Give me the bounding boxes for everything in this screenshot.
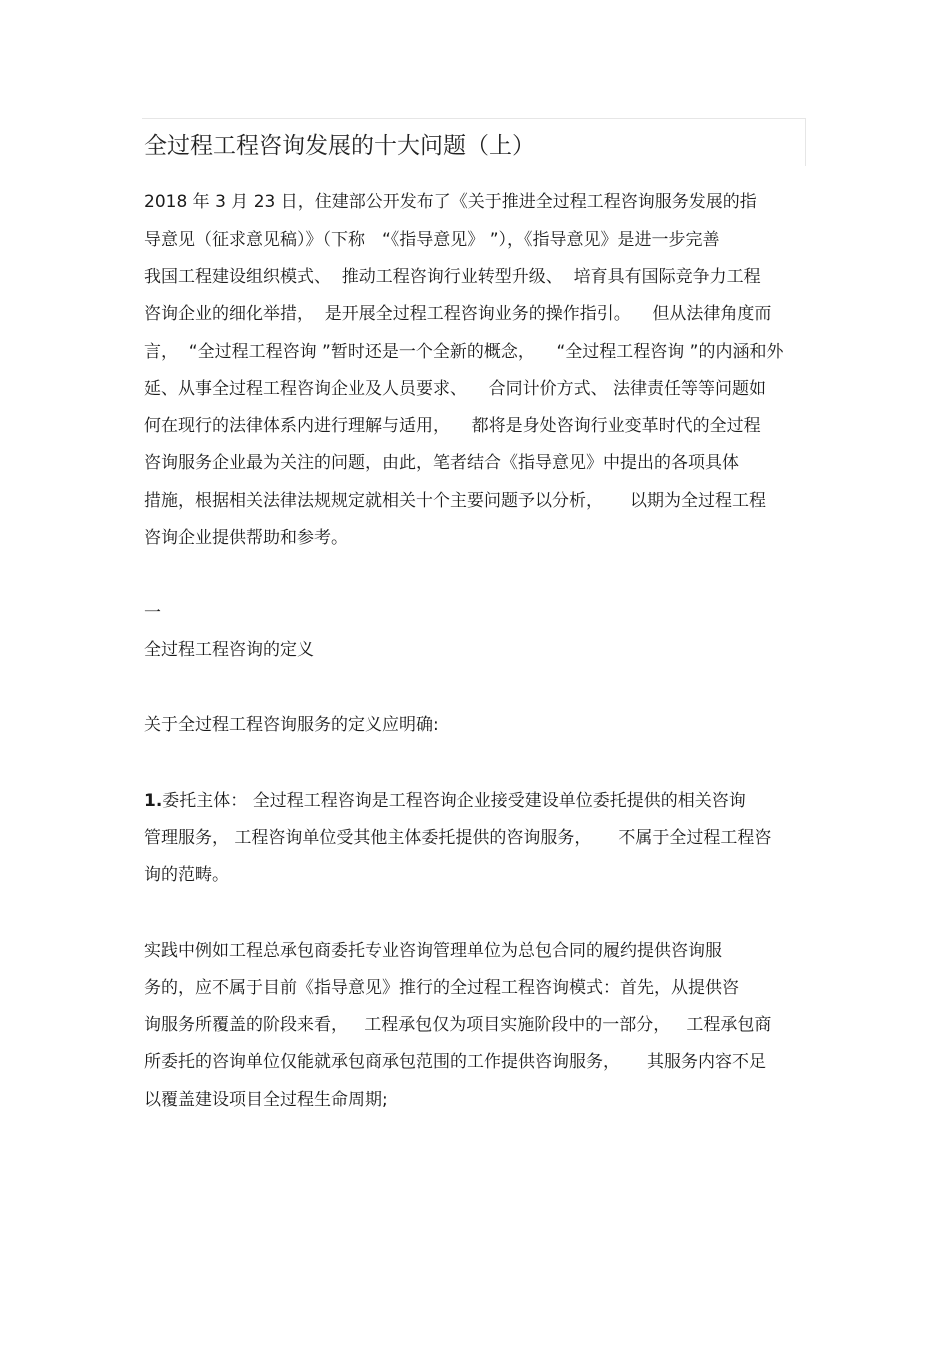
point1-line: 管理服务， 工程咨询单位受其他主体委托提供的咨询服务， 不属于全过程工程咨: [144, 828, 772, 848]
definition-intro: 关于全过程工程咨询服务的定义应明确:: [144, 715, 439, 735]
intro-line: 咨询服务企业最为关注的问题，由此，笔者结合《指导意见》中提出的各项具体: [144, 453, 739, 473]
section-title: 全过程工程咨询的定义: [144, 640, 314, 660]
intro-line: 导意见（征求意见稿）》（下称 “《指导意见》 ”），《指导意见》是进一步完善: [144, 230, 720, 250]
intro-line: 何在现行的法律体系内进行理解与适用， 都将是身处咨询行业变革时代的全过程: [144, 416, 761, 436]
page-title: 全过程工程咨询发展的十大问题（上）: [144, 133, 535, 159]
practice-line: 实践中例如工程总承包商委托专业咨询管理单位为总包合同的履约提供咨询服: [144, 941, 722, 961]
section-number: 一: [144, 603, 161, 623]
practice-line: 所委托的咨询单位仅能就承包商承包范围的工作提供咨询服务， 其服务内容不足: [144, 1052, 767, 1072]
intro-line: 言， “全过程工程咨询 ”暂时还是一个全新的概念， “全过程工程咨询 ”的内涵和外: [144, 342, 784, 362]
intro-line: 2018 年 3 月 23 日，住建部公开发布了《关于推进全过程工程咨询服务发展的指: [144, 192, 757, 212]
practice-line: 以覆盖建设项目全过程生命周期;: [144, 1090, 388, 1110]
intro-line: 咨询企业提供帮助和参考。: [144, 528, 348, 548]
point1-line: 询的范畴。: [144, 865, 229, 885]
practice-line: 务的，应不属于目前《指导意见》推行的全过程工程咨询模式：首先，从提供咨: [144, 978, 739, 998]
point1-text: 委托主体： 全过程工程咨询是工程咨询企业接受建设单位委托提供的相关咨询: [162, 791, 746, 811]
intro-line: 延、从事全过程工程咨询企业及人员要求、 合同计价方式、 法律责任等等问题如: [144, 379, 767, 399]
point1-label: 1.: [144, 791, 163, 811]
intro-line: 咨询企业的细化举措， 是开展全过程工程咨询业务的操作指引。 但从法律角度而: [144, 304, 772, 324]
point1-line: [144, 789, 746, 813]
intro-line: 措施，根据相关法律法规规定就相关十个主要问题予以分析， 以期为全过程工程: [144, 491, 767, 511]
practice-line: 询服务所覆盖的阶段来看， 工程承包仅为项目实施阶段中的一部分， 工程承包商: [144, 1015, 772, 1035]
intro-line: 我国工程建设组织模式、 推动工程咨询行业转型升级、 培育具有国际竞争力工程: [144, 267, 761, 287]
